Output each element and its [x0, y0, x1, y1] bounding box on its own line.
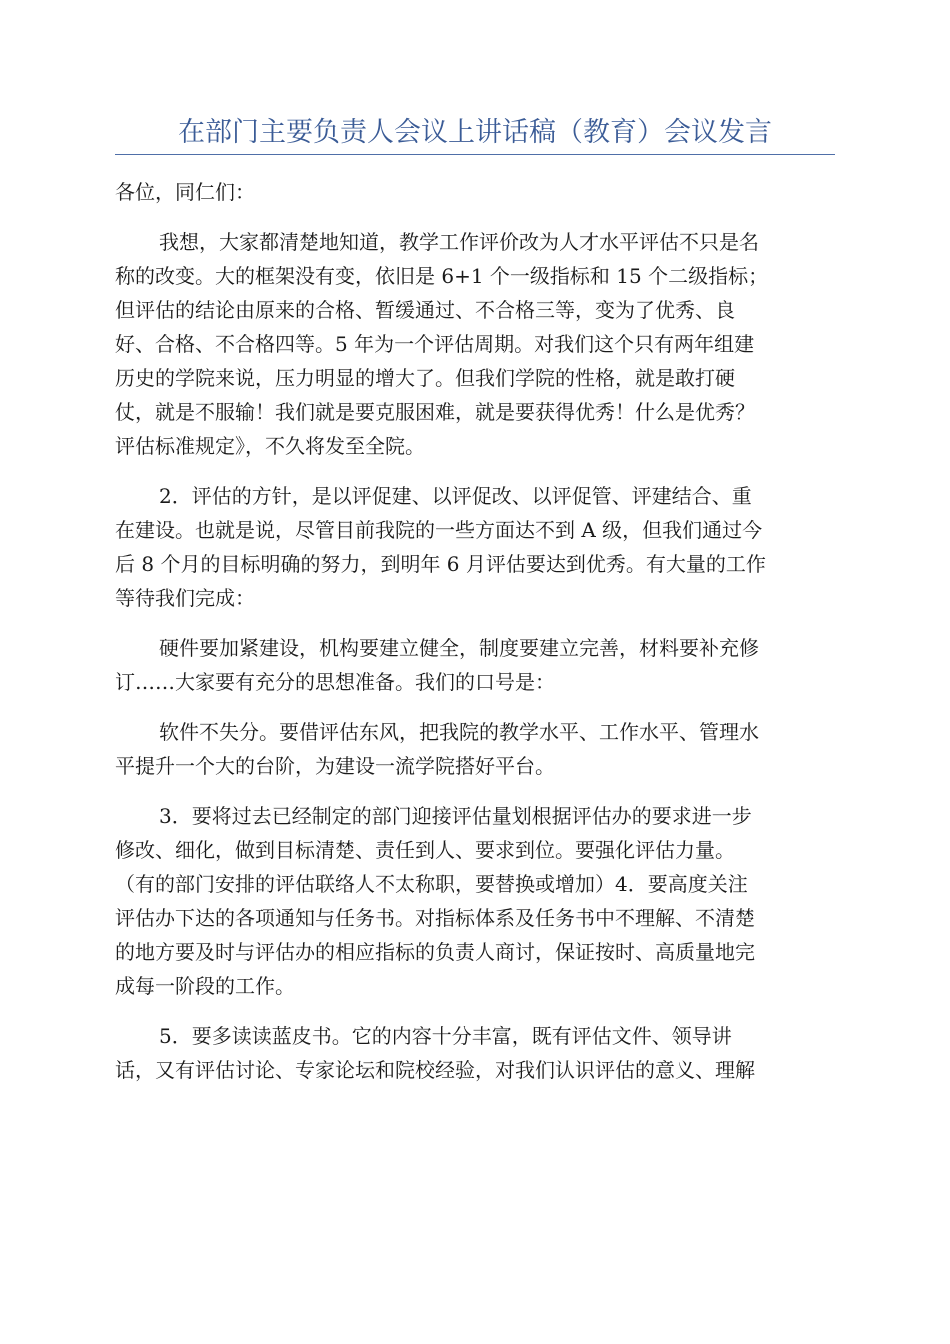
paragraph-line: 我想，大家都清楚地知道，教学工作评价改为人才水平评估不只是名 — [159, 230, 759, 254]
paragraph-5 — [115, 799, 835, 1003]
paragraph-line: 在建设。也就是说，尽管目前我院的一些方面达不到 A 级，但我们通过今 — [115, 518, 763, 542]
greeting: 各位，同仁们： — [115, 180, 255, 204]
paragraph-6 — [115, 1019, 835, 1087]
paragraph-line: 硬件要加紧建设，机构要建立健全，制度要建立完善，材料要补充修 — [159, 636, 759, 660]
paragraph-line: 的地方要及时与评估办的相应指标的负责人商讨，保证按时、高质量地完 — [115, 940, 755, 964]
document-title: 在部门主要负责人会议上讲话稿（教育）会议发言 — [178, 117, 772, 148]
paragraph-line: 3．要将过去已经制定的部门迎接评估量划根据评估办的要求进一步 — [159, 804, 752, 828]
paragraph-line: 历史的学院来说，压力明显的增大了。但我们学院的性格，就是敢打硬 — [115, 366, 735, 390]
paragraph-line: 评估办下达的各项通知与任务书。对指标体系及任务书中不理解、不清楚 — [115, 906, 755, 930]
paragraph-line: 后 8 个月的目标明确的努力，到明年 6 月评估要达到优秀。有大量的工作 — [115, 552, 766, 576]
paragraph-line: （有的部门安排的评估联络人不太称职，要替换或增加）4．要高度关注 — [115, 872, 748, 896]
paragraph-3 — [115, 631, 835, 699]
paragraph-line: 仗，就是不服输！我们就是要克服困难，就是要获得优秀！什么是优秀？ — [115, 400, 755, 424]
paragraph-line: 但评估的结论由原来的合格、暂缓通过、不合格三等，变为了优秀、良 — [115, 298, 735, 322]
paragraph-line: 等待我们完成： — [115, 586, 255, 610]
paragraph-line: 修改、细化，做到目标清楚、责任到人、要求到位。要强化评估力量。 — [115, 838, 735, 862]
paragraph-line: 好、合格、不合格四等。5 年为一个评估周期。对我们这个只有两年组建 — [115, 332, 755, 356]
paragraph-line: 5．要多读读蓝皮书。它的内容十分丰富，既有评估文件、领导讲 — [159, 1024, 732, 1048]
paragraph-line: 订……大家要有充分的思想准备。我们的口号是： — [115, 670, 555, 694]
paragraph-2 — [115, 479, 835, 615]
paragraph-4 — [115, 715, 835, 783]
document-body — [115, 175, 835, 1103]
paragraph-line: 评估标准规定》，不久将发至全院。 — [115, 434, 425, 458]
paragraph-1 — [115, 225, 835, 463]
paragraph-line: 成每一阶段的工作。 — [115, 974, 295, 998]
paragraph-line: 软件不失分。要借评估东风，把我院的教学水平、工作水平、管理水 — [159, 720, 759, 744]
paragraph-line: 称的改变。大的框架没有变，依旧是 6+1 个一级指标和 15 个二级指标； — [115, 264, 769, 288]
paragraph-line: 2．评估的方针，是以评促建、以评促改、以评促管、评建结合、重 — [159, 484, 752, 508]
paragraph-line: 平提升一个大的台阶，为建设一流学院搭好平台。 — [115, 754, 555, 778]
title-block — [115, 112, 835, 155]
paragraph-line: 话，又有评估讨论、专家论坛和院校经验，对我们认识评估的意义、理解 — [115, 1058, 755, 1082]
